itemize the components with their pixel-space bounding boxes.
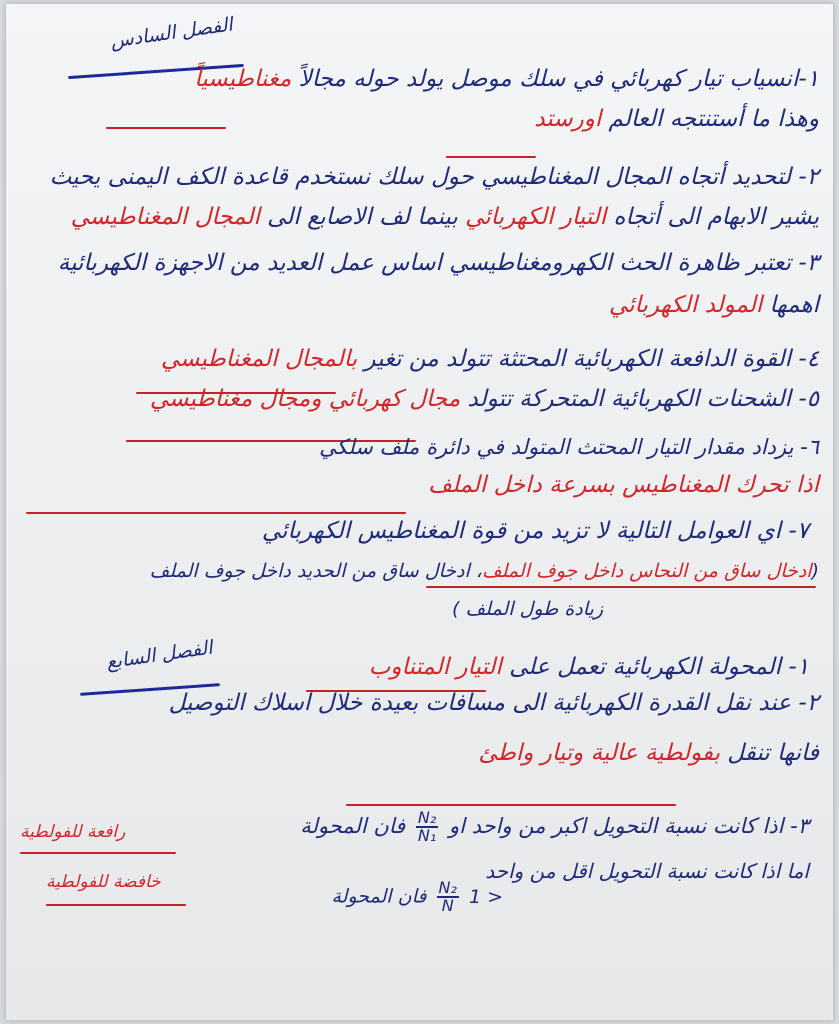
- fraction-numerator: N₂: [417, 808, 437, 827]
- ch7-item-3-answer: رافعة للفولطية: [20, 822, 126, 842]
- ch7-item-3-transformer-2: فان المحولة: [331, 885, 427, 908]
- ch6-item-3-cont: [609, 290, 819, 320]
- ch6-item-4-text: ٤- القوة الدافعة الكهربائية المحتثة تتولد من تغير: [357, 346, 819, 372]
- chapter7-title: الفصل السابع: [105, 636, 215, 674]
- ch6-item-1: [194, 64, 819, 94]
- ch6-item-3: ٣- تعتبر ظاهرة الحث الكهرومغناطيسي اساس عمل العديد من الاجهزة الكهربائية: [57, 250, 819, 276]
- ch6-item-1-cont-text: وهذا ما أستنتجه العالم: [601, 106, 819, 132]
- ch6-item-7-options: [150, 556, 819, 586]
- answer-underline: [106, 127, 226, 129]
- answer-underline: [26, 512, 406, 514]
- ch7-item-3: [300, 810, 809, 844]
- fraction-numerator-2: N₂: [438, 878, 457, 897]
- ch6-item-6-answer: اذا تحرك المغناطيس بسرعة داخل الملف: [428, 472, 819, 498]
- ch6-item-5-answer: مجال كهربائي ومجال مغناطيسي: [149, 386, 461, 412]
- ch6-item-2-cont: [71, 202, 819, 232]
- ch6-item-3-answer: المولد الكهربائي: [608, 292, 763, 318]
- fraction-denominator: N₁: [417, 826, 437, 845]
- answer-underline: [426, 586, 816, 588]
- ch7-item-3-transformer: فان المحولة: [300, 814, 406, 838]
- ch6-item-2: ٢- لتحديد أتجاه المجال المغناطيسي حول سلك نستخدم قاعدة الكف اليمنى يحيث: [49, 164, 819, 190]
- ratio-inequality: 1 >: [468, 885, 503, 908]
- ch6-item-7-option-c: زيادة طول الملف ): [452, 598, 603, 620]
- ch7-item-1-text: ١- المحولة الكهربائية تعمل على: [501, 654, 809, 680]
- ch6-item-1-scientist: اورستد: [534, 106, 602, 132]
- notebook-page: [6, 4, 833, 1020]
- answer-underline: [346, 804, 676, 806]
- ch6-item-1-answer: مغناطيسياً: [194, 66, 292, 92]
- ch6-item-3-text: اهمها: [762, 292, 819, 318]
- answer-underline: [46, 904, 186, 906]
- ch7-item-1: [369, 652, 809, 682]
- ch6-item-4-answer: بالمجال المغناطيسي: [160, 346, 358, 372]
- ch6-item-7: ٧- اي العوامل التالية لا تزيد من قوة المغناطيس الكهربائي: [261, 518, 809, 544]
- ch7-item-3-text: ٣- اذا كانت نسبة التحويل اكبر من واحد او: [449, 814, 809, 838]
- turns-ratio-fraction-2: [437, 880, 459, 914]
- ch6-item-6: ٦- يزداد مقدار التيار المحتث المتولد في دائرة ملف سلكي: [319, 435, 819, 459]
- ch7-item-3-answer-2: خافضة للفولطية: [46, 872, 161, 892]
- ch6-item-6-answer-line: [428, 470, 819, 500]
- ch7-item-2-cont: [478, 738, 819, 768]
- ch6-item-1-text: ١-انسياب تيار كهربائي في سلك موصل يولد حوله مجالاً: [291, 66, 819, 92]
- ch7-item-2: ٢- عند نقل القدرة الكهربائية الى مسافات بعيدة خلال اسلاك التوصيل: [168, 690, 819, 716]
- ch6-item-2-text-b: بينما لف الاصابع الى: [259, 204, 466, 230]
- ch7-item-3-cont: [485, 856, 809, 886]
- ch6-item-4: [161, 344, 819, 374]
- ch7-item-3-ineq: [331, 880, 503, 914]
- ch6-item-2-answer-b: المجال المغناطيسي: [70, 204, 260, 230]
- ch6-item-7-option-b: ، ادخال ساق من الحديد داخل جوف الملف: [149, 560, 482, 582]
- answer-underline: [20, 852, 176, 854]
- turns-ratio-fraction: [416, 810, 438, 844]
- ch6-item-5-text: ٥- الشحنات الكهربائية المتحركة تتولد: [460, 386, 819, 412]
- ch7-item-2-text: فانها تنقل: [719, 740, 819, 766]
- ch7-item-3-cont-text: اما اذا كانت نسبة التحويل اقل من واحد: [485, 859, 809, 883]
- ch7-item-2-answer: بفولطية عالية وتيار واطئ: [478, 740, 720, 766]
- chapter6-title: الفصل السادس: [109, 13, 234, 53]
- ch7-item-1-answer: التيار المتناوب: [368, 654, 502, 680]
- ch6-item-7-answer: ادخال ساق من النحاس داخل جوف الملف: [481, 560, 812, 582]
- ch6-item-5: [150, 384, 819, 414]
- ch6-item-1-cont: [534, 104, 819, 134]
- fraction-denominator-2: N: [441, 896, 454, 915]
- ch6-item-7-paren: (: [811, 560, 819, 582]
- answer-underline: [446, 156, 536, 158]
- ch6-item-2-answer-a: التيار الكهربائي: [465, 204, 607, 230]
- ch6-item-2-text-a: يشير الابهام الى أتجاه: [606, 204, 819, 230]
